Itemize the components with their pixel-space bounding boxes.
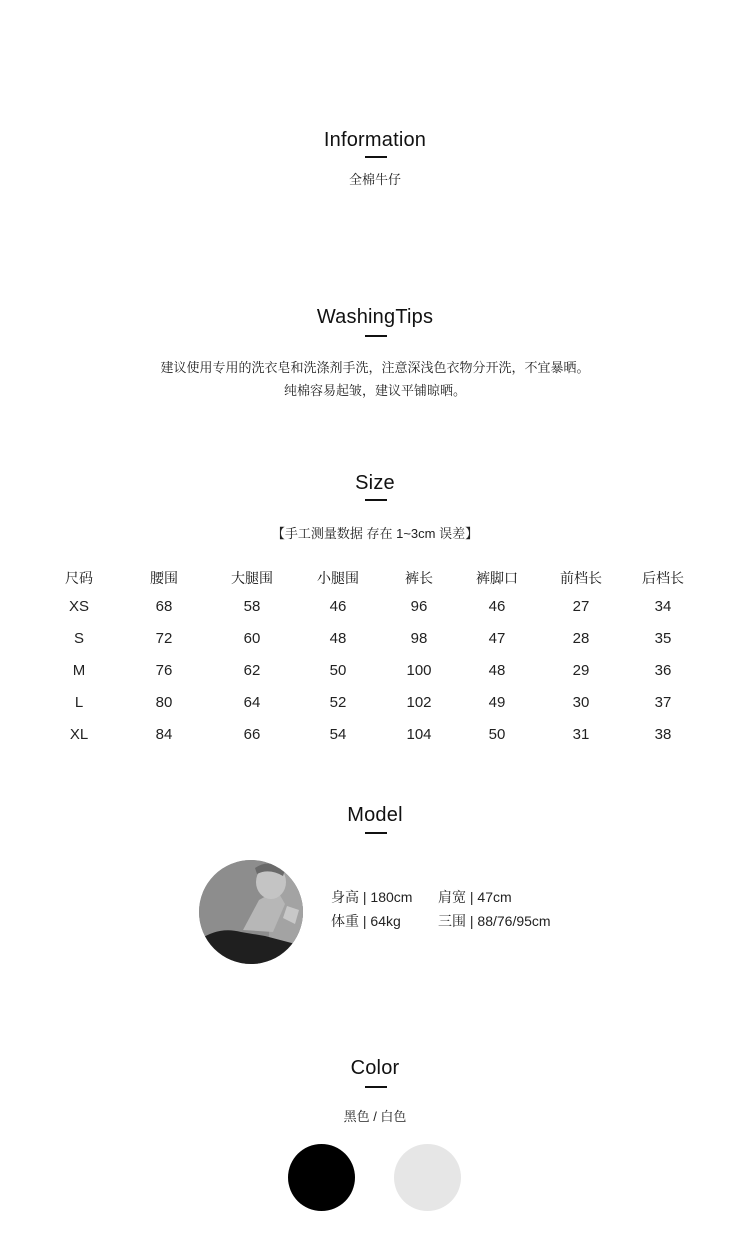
size-value-cell: 48 (488, 662, 506, 679)
size-value-cell: 38 (654, 726, 672, 743)
size-label-cell: M (72, 662, 86, 679)
size-value-cell: 46 (329, 598, 347, 615)
size-value-cell: 29 (572, 662, 590, 679)
size-value-cell: 36 (654, 662, 672, 679)
color-title: Color (350, 1057, 400, 1079)
size-label-cell: S (73, 630, 84, 647)
size-value-cell: 30 (572, 694, 590, 711)
color-swatch-white (394, 1144, 461, 1211)
model-measurements: 三围 | 88/76/95cm (438, 913, 551, 929)
model-title-underline (365, 832, 387, 834)
size-header-cell: 后档长 (642, 570, 684, 586)
size-value-cell: 31 (572, 726, 590, 743)
model-shoulder: 肩宽 | 47cm (438, 889, 512, 905)
size-label-cell: L (74, 694, 84, 711)
size-value-cell: 100 (406, 662, 432, 679)
size-value-cell: 48 (329, 630, 347, 647)
size-value-cell: 50 (488, 726, 506, 743)
size-value-cell: 49 (488, 694, 506, 711)
size-value-cell: 68 (155, 598, 173, 615)
size-value-cell: 60 (243, 630, 261, 647)
size-header-cell: 裤长 (405, 570, 433, 586)
size-value-cell: 80 (155, 694, 173, 711)
size-value-cell: 47 (488, 630, 506, 647)
information-title-underline (365, 156, 387, 158)
size-label-cell: XS (68, 598, 89, 615)
size-value-cell: 66 (243, 726, 261, 743)
washing-tips-line-1: 建议使用专用的洗衣皂和洗涤剂手洗，注意深浅色衣物分开洗，不宜暴晒。 (160, 360, 590, 375)
size-value-cell: 84 (155, 726, 173, 743)
size-title: Size (355, 472, 395, 494)
size-value-cell: 102 (406, 694, 432, 711)
size-title-underline (365, 499, 387, 501)
model-title: Model (347, 804, 403, 826)
size-value-cell: 104 (406, 726, 432, 743)
color-swatch-black (288, 1144, 355, 1211)
size-value-cell: 64 (243, 694, 261, 711)
washing-tips-title: WashingTips (316, 306, 434, 328)
size-value-cell: 62 (243, 662, 261, 679)
size-value-cell: 96 (410, 598, 428, 615)
size-value-cell: 76 (155, 662, 173, 679)
model-weight: 体重 | 64kg (331, 913, 401, 929)
color-names: 黑色 / 白色 (343, 1109, 407, 1124)
size-header-cell: 裤脚口 (476, 570, 518, 586)
size-value-cell: 37 (654, 694, 672, 711)
washing-tips-line-2: 纯棉容易起皱，建议平铺晾晒。 (283, 383, 466, 398)
information-text: 全棉牛仔 (348, 172, 401, 187)
size-value-cell: 98 (410, 630, 428, 647)
size-value-cell: 50 (329, 662, 347, 679)
size-header-cell: 小腿围 (317, 570, 359, 586)
size-value-cell: 54 (329, 726, 347, 743)
size-value-cell: 72 (155, 630, 173, 647)
size-header-cell: 腰围 (150, 570, 178, 586)
size-value-cell: 27 (572, 598, 590, 615)
size-label-cell: XL (69, 726, 89, 743)
size-value-cell: 34 (654, 598, 672, 615)
size-value-cell: 52 (329, 694, 347, 711)
model-height: 身高 | 180cm (331, 889, 413, 905)
color-title-underline (365, 1086, 387, 1088)
size-header-cell: 前档长 (560, 570, 602, 586)
model-photo (199, 860, 303, 964)
size-value-cell: 35 (654, 630, 672, 647)
washing-tips-title-underline (365, 335, 387, 337)
size-measurement-note: 【手工测量数据 存在 1~3cm 误差】 (271, 526, 479, 541)
size-header-cell: 尺码 (65, 570, 93, 586)
size-value-cell: 28 (572, 630, 590, 647)
size-value-cell: 46 (488, 598, 506, 615)
size-value-cell: 58 (243, 598, 261, 615)
size-header-cell: 大腿围 (231, 570, 273, 586)
information-title: Information (323, 129, 427, 151)
